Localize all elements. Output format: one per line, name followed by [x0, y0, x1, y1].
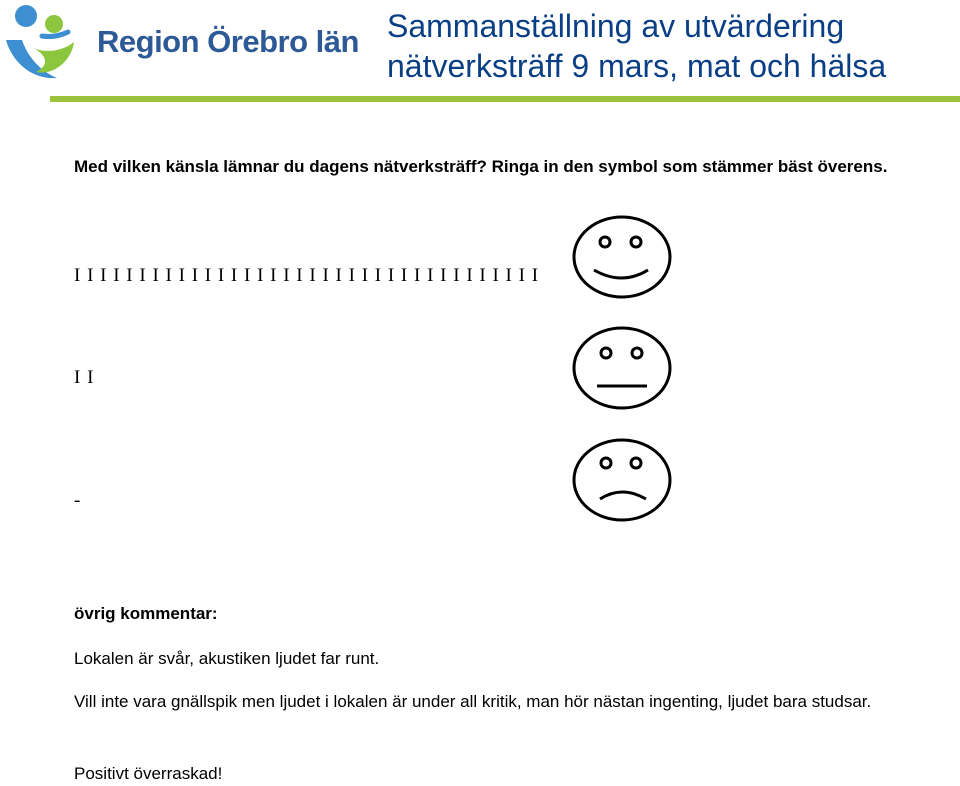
happy-face-icon [570, 212, 674, 302]
neutral-face-icon [570, 323, 674, 413]
sad-face-icon [570, 435, 674, 525]
comment-item: Positivt överraskad! [74, 764, 223, 783]
tally-neutral: I I [74, 367, 95, 388]
org-name: Region Örebro län [97, 24, 359, 59]
survey-question: Med vilken känsla lämnar du dagens nätverksträff? Ringa in den symbol som stämmer bäst överens. [74, 157, 888, 176]
page-header [0, 0, 960, 110]
title-line-2: nätverksträff 9 mars, mat och hälsa [387, 48, 887, 84]
comment-heading: övrig kommentar: [74, 604, 218, 623]
comment-item: Vill inte vara gnällspik men ljudet i lokalen är under all kritik, man hör nästan ingenting, ljudet bara studsar. [74, 692, 872, 711]
tally-happy: I I I I I I I I I I I I I I I I I I I I I I I I I I I I I I I I I I I I [74, 265, 540, 286]
tally-sad: - [74, 490, 82, 511]
title-line-1: Sammanställning av utvärdering [387, 8, 845, 44]
comment-item: Lokalen är svår, akustiken ljudet far runt. [74, 649, 380, 668]
header-divider [50, 96, 960, 102]
page-title [387, 6, 886, 86]
people-logo-icon [2, 2, 92, 82]
region-logo [2, 2, 382, 82]
